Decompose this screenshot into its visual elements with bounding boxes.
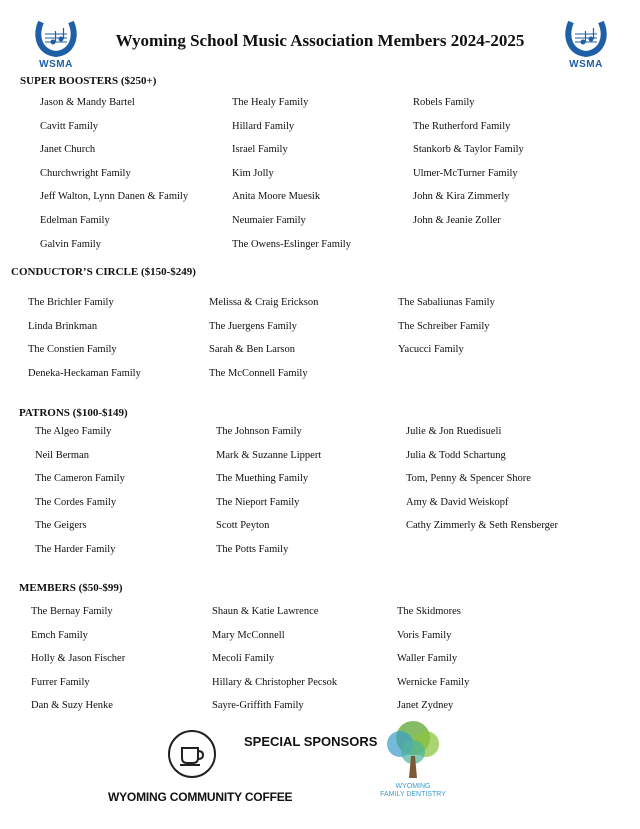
member-name: The Brichler Family — [28, 297, 114, 308]
member-name: The Rutherford Family — [413, 120, 511, 132]
member-name: Tom, Penny & Spencer Shore — [406, 473, 531, 485]
member-name: The Skidmores — [397, 606, 461, 617]
super-boosters-col-1 — [40, 96, 188, 261]
section-heading-members: MEMBERS ($50-$99) — [19, 582, 123, 594]
member-name: Cavitt Family — [40, 120, 99, 132]
member-name: The Bernay Family — [31, 606, 113, 617]
member-name: Janet Church — [40, 144, 96, 156]
coffee-cup-icon — [166, 728, 218, 780]
member-name: Israel Family — [232, 144, 288, 156]
member-name: Edelman Family — [40, 214, 110, 226]
wsma-logo-left — [33, 18, 79, 70]
member-name: The Algeo Family — [35, 426, 112, 437]
member-name: Churchwright Family — [40, 167, 131, 179]
patrons-col-3 — [406, 425, 558, 543]
section-heading-conductors-circle: CONDUCTOR’S CIRCLE ($150-$249) — [11, 266, 196, 278]
member-name: Stankorb & Taylor Family — [413, 144, 524, 156]
member-name: The Juergens Family — [209, 320, 297, 332]
dentistry-sponsor-name — [378, 783, 448, 799]
logo-text: WSMA — [569, 59, 603, 70]
member-name: Robels Family — [413, 97, 475, 108]
member-name: Anita Moore Muesik — [232, 191, 321, 203]
super-boosters-col-3 — [413, 96, 524, 238]
member-name: The Owens-Eslinger Family — [232, 238, 351, 250]
members-col-3 — [397, 605, 469, 723]
member-name: Scott Peyton — [216, 520, 270, 532]
member-name: The Geigers — [35, 520, 87, 532]
member-name: The Schreiber Family — [398, 320, 490, 332]
member-name: Dan & Suzy Henke — [31, 700, 113, 712]
member-name: Mecoli Family — [212, 653, 275, 665]
member-name: Neumaier Family — [232, 214, 306, 226]
super-boosters-col-2 — [232, 96, 351, 261]
member-name: Deneka-Heckaman Family — [28, 367, 141, 379]
member-name: Voris Family — [397, 629, 452, 641]
patrons-col-1 — [35, 425, 125, 567]
member-name: Amy & David Weiskopf — [406, 496, 509, 508]
member-name: The Johnson Family — [216, 426, 302, 437]
member-name: Sayre-Griffith Family — [212, 700, 304, 712]
wsma-logo-right — [563, 18, 609, 70]
member-name: Neil Berman — [35, 449, 89, 461]
member-name: Jason & Mandy Bartel — [40, 97, 135, 108]
member-name: Kim Jolly — [232, 167, 274, 179]
member-name: Ulmer-McTurner Family — [413, 167, 518, 179]
horseshoe-music-icon — [33, 18, 79, 58]
logo-text: WSMA — [39, 59, 73, 70]
member-name: Yacucci Family — [398, 344, 464, 356]
member-name: Furrer Family — [31, 676, 90, 688]
member-name: Emch Family — [31, 629, 88, 641]
member-name: Galvin Family — [40, 238, 101, 250]
member-name: The Potts Family — [216, 543, 289, 555]
member-name: Wernicke Family — [397, 676, 470, 688]
member-name: Cathy Zimmerly & Seth Rensberger — [406, 520, 559, 532]
horseshoe-music-icon — [563, 18, 609, 58]
member-name: Jeff Walton, Lynn Danen & Family — [40, 191, 189, 203]
conductors-circle-col-1 — [28, 296, 141, 390]
member-name: Holly & Jason Fischer — [31, 653, 126, 665]
member-name: The Muething Family — [216, 473, 309, 485]
patrons-col-2 — [216, 425, 321, 567]
member-name: The Nieport Family — [216, 496, 300, 508]
member-name: Janet Zydney — [397, 700, 454, 712]
member-name: Shaun & Katie Lawrence — [212, 606, 319, 617]
page-title: Wyoming School Music Association Members 2024-2025 — [115, 31, 525, 50]
conductors-circle-col-3 — [398, 296, 495, 367]
member-name: The Constien Family — [28, 344, 117, 356]
member-name: Sarah & Ben Larson — [209, 344, 296, 356]
special-sponsors-heading: SPECIAL SPONSORS — [244, 734, 378, 749]
dentistry-name-line1: WYOMING — [395, 783, 431, 790]
member-name: The Healy Family — [232, 97, 309, 108]
member-name: Waller Family — [397, 653, 458, 665]
member-name: Melissa & Craig Erickson — [209, 297, 319, 308]
member-name: Julia & Todd Schartung — [406, 449, 506, 461]
members-col-2 — [212, 605, 337, 723]
member-name: The Cordes Family — [35, 496, 117, 508]
member-name: The Harder Family — [35, 543, 116, 555]
members-col-1 — [31, 605, 125, 723]
member-name: Mark & Suzanne Lippert — [216, 449, 322, 461]
member-name: Hillary & Christopher Pecsok — [212, 676, 338, 688]
member-name: The McConnell Family — [209, 367, 308, 379]
section-heading-super-boosters: SUPER BOOSTERS ($250+) — [20, 75, 157, 87]
member-name: The Cameron Family — [35, 473, 125, 485]
member-name: Hillard Family — [232, 120, 295, 132]
member-name: Mary McConnell — [212, 629, 285, 641]
section-heading-patrons: PATRONS ($100-$149) — [19, 407, 128, 419]
coffee-sponsor-name: WYOMING COMMUNITY COFFEE — [108, 790, 293, 804]
member-name: Julie & Jon Ruedisueli — [406, 426, 502, 437]
member-name: Linda Brinkman — [28, 320, 98, 332]
member-name: John & Jeanie Zoller — [413, 214, 501, 226]
member-name: John & Kira Zimmerly — [413, 191, 510, 203]
member-name: The Sabaliunas Family — [398, 297, 495, 308]
conductors-circle-col-2 — [209, 296, 318, 390]
dentistry-name-line2: FAMILY DENTISTRY — [380, 791, 446, 798]
